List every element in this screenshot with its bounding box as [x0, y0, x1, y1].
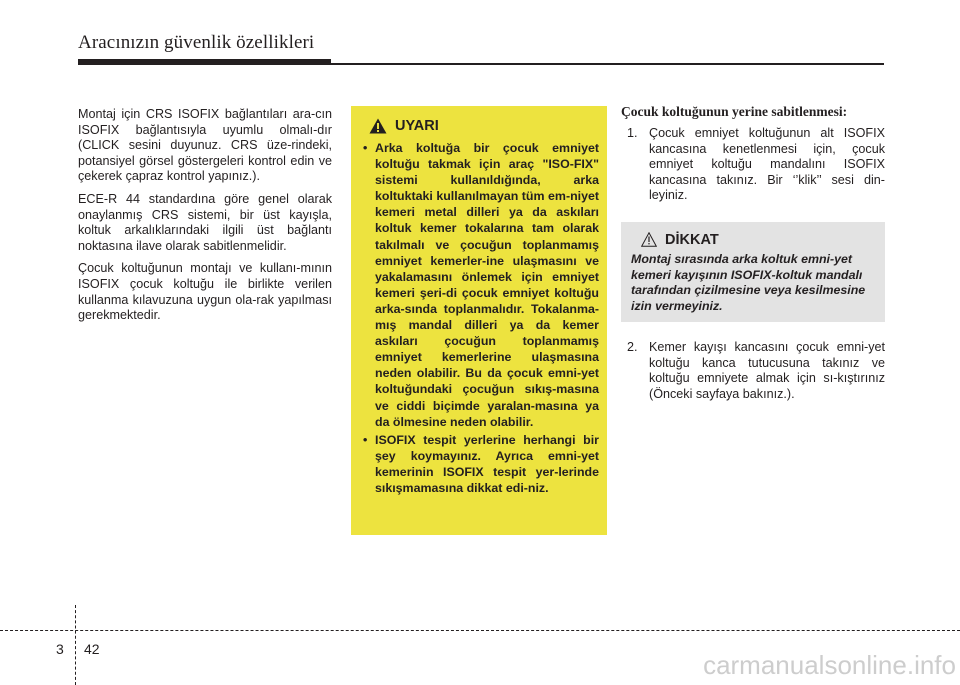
- warning-list: [361, 140, 599, 496]
- step-1-number: 1.: [627, 126, 638, 140]
- header-rule-thick: [78, 59, 331, 65]
- caution-triangle-icon: [641, 232, 657, 247]
- footer-chapter-number: 3: [56, 641, 64, 657]
- caution-header: [641, 232, 877, 248]
- left-column: [78, 107, 332, 331]
- warning-item-1: • Arka koltuğa bir çocuk emniyet koltuğu takmak için araç "ISO-FIX" sistemi kullanıldığında, arka koltuktaki kullanılmayan tüm em-niyet kemeri metal dilleri ya da askıları koltuk kemer tokalarına tam olarak takılmalı ve çocuğun toplanmamış emniyet kemerler-ine ulaşmasını ve yakalamasını önlemek için emniyet kemeri şeri-di çocuk emniyet koltuğu arka-sında toplanmalıdır. Tokalanma-mış mandal dilleri ya da kemer askıları çocuğun toplanmamış emniyet kemerlerine ulaşmasına neden olabilir. Bu da çocuk emni-yet koltuğundaki çocuğun sıkış-masına ve ciddi biçimde yaralan-masına ya da ölmesine neden olabilir.: [361, 140, 599, 430]
- watermark: carmanualsonline.info: [703, 650, 956, 680]
- warning-title: UYARI: [395, 118, 439, 134]
- left-paragraph-2: ECE-R 44 standardına göre genel olarak onaylanmış CRS sistemi, bir üst kayışla, koltuk arkalıklarındaki ilgili üst bağlantı noktasına ilave olarak sabitlenmelidir.: [78, 191, 332, 253]
- left-paragraph-1: Montaj için CRS ISOFIX bağlantıları ara-cın ISOFIX bağlantısıyla uyumlu olmalı-dır (CLICK sesini duyunuz. CRS üze-rindeki, potansiyel görsel göstergeleri kontrol edin ve çekerek çapraz kontrol yapınız.).: [78, 107, 332, 184]
- section-heading: Çocuk koltuğunun yerine sabitlenmesi:: [621, 104, 848, 119]
- warning-box: [351, 106, 607, 535]
- warning-item-2: • ISOFIX tespit yerlerine herhangi bir şey koymayınız. Ayrıca emni-yet kemerinin ISOFIX tespit yer-lerinde sıkışmamasına dikkat edi-niz.: [361, 432, 599, 496]
- page-header-title: Aracınızın güvenlik özellikleri: [78, 32, 315, 53]
- footer-dashed-divider: [75, 605, 76, 685]
- caution-box: [621, 222, 885, 322]
- step-1-text: Çocuk emniyet koltuğunun alt ISOFIX kancasına kenetlenmesi için, çocuk emniyet koltuğu mandalını ISOFIX kancasına takınız. Bir ‘’klik’’ sesi din-leyiniz.: [649, 126, 885, 203]
- caution-title: DİKKAT: [665, 231, 719, 248]
- step-2: [621, 340, 885, 402]
- right-column: [621, 104, 885, 402]
- warning-triangle-icon: [369, 118, 387, 134]
- footer-dashed-rule: [0, 630, 960, 631]
- warning-header: [369, 118, 599, 134]
- step-2-number: 2.: [627, 339, 638, 354]
- left-paragraph-3: Çocuk koltuğunun montajı ve kullanı-mının ISOFIX çocuk koltuğu ile birlikte verilen kullanma kılavuzuna uygun ola-rak yapılması gerekmektedir.: [78, 261, 332, 323]
- step-1: [621, 126, 885, 204]
- step-2-text: Kemer kayışı kancasını çocuk emni-yet koltuğu kanca tutucusuna takınız ve koltuğu emniyete almak için sı-kıştırınız (Önceki sayfaya bakınız.).: [649, 339, 885, 401]
- footer-page-number: 42: [84, 641, 100, 657]
- header-rule-thin: [331, 63, 884, 65]
- caution-text: Montaj sırasında arka koltuk emni-yet kemeri kayışının ISOFIX-koltuk mandalı tarafından çizilmesine veya kesilmesine izin vermeyiniz.: [631, 251, 866, 313]
